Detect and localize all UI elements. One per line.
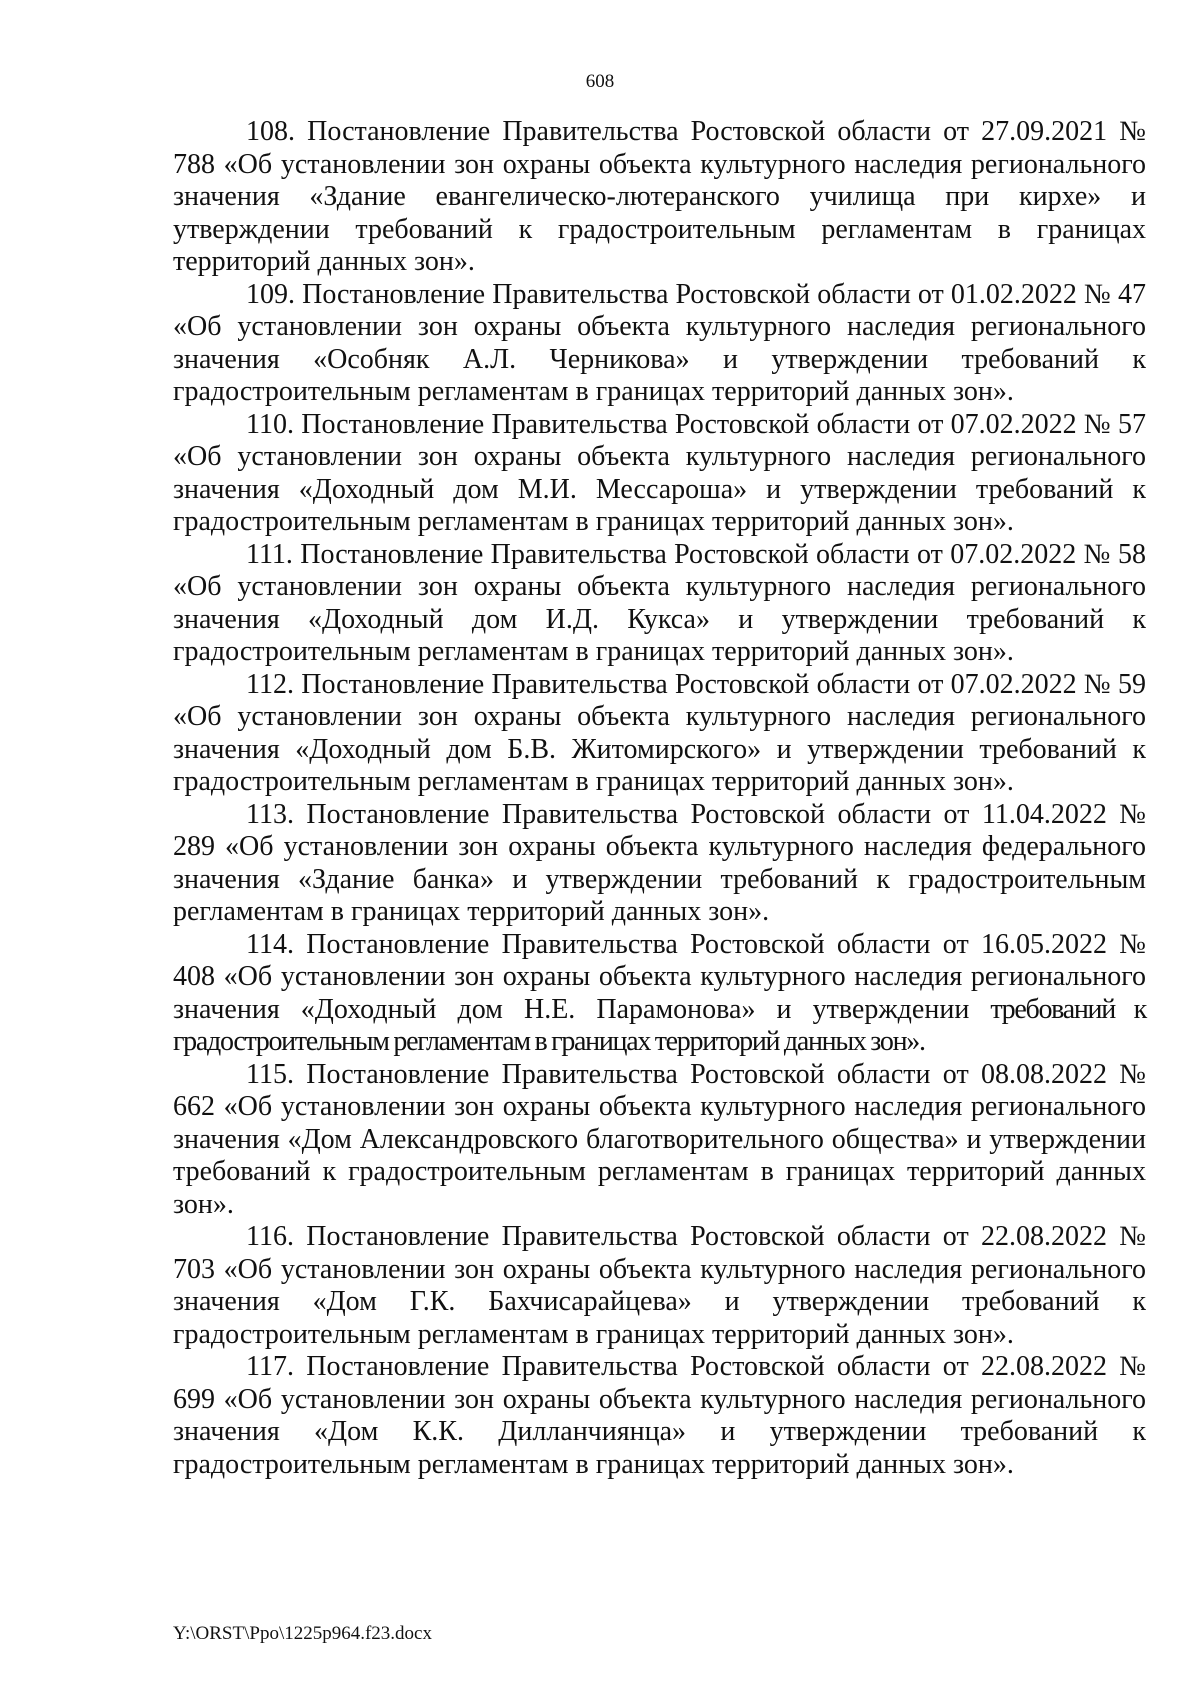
document-body xyxy=(173,116,1146,1481)
list-item xyxy=(173,409,1146,539)
item-text: Постановление Правительства Ростовской области от 07.02.2022 № 58 «Об установлении зон охраны объекта культурного наследия регионального значения «Доходный дом И.Д. Кукса» и утверждении требований к градостроительным регламентам в границах территорий данных зон». xyxy=(173,538,1146,667)
item-number: 110. xyxy=(246,408,294,440)
item-number: 109. xyxy=(246,278,295,310)
item-text: Постановление Правительства Ростовской области от 27.09.2021 № 788 «Об установлении зон охраны объекта культурного наследия регионального значения «Здание евангелическо-лютеранского училища при кирхе» и утверждении требований к градостроительным регламентам в границах территорий данных зон». xyxy=(173,116,1147,277)
item-number: 112. xyxy=(246,668,294,700)
item-text: Постановление Правительства Ростовской области от 22.08.2022 № 703 «Об установлении зон охраны объекта культурного наследия регионального значения «Дом Г.К. Бахчисарайцева» и утверждении требований к градостроительным регламентам в границах территорий данных зон». xyxy=(173,1221,1147,1350)
item-text: Постановление Правительства Ростовской области от 07.02.2022 № 59 «Об установлении зон охраны объекта культурного наследия регионального значения «Доходный дом Б.В. Житомирского» и утверждении требований к градостроительным регламентам в границах территорий данных зон». xyxy=(173,668,1147,797)
item-text: Постановление Правительства Ростовской области от 01.02.2022 № 47 «Об установлении зон охраны объекта культурного наследия регионального значения «Особняк А.Л. Черникова» и утверждении требований к градостроительным регламентам в границах территорий данных зон». xyxy=(173,278,1146,407)
item-number: 116. xyxy=(246,1221,294,1252)
item-number: 114. xyxy=(246,928,294,960)
item-number: 111. xyxy=(246,538,293,570)
item-text-condensed-line: требований к градостроительным регламентам в границах территорий данных зон». xyxy=(173,993,1146,1057)
list-item xyxy=(173,929,1146,1059)
item-text: Постановление Правительства Ростовской области от 22.08.2022 № 699 «Об установлении зон охраны объекта культурного наследия регионального значения «Дом К.К. Дилланчиянца» и утверждении требований к градостроительным регламентам в границах территорий данных зон». xyxy=(173,1351,1147,1480)
list-item xyxy=(173,669,1146,799)
item-number: 117. xyxy=(246,1351,294,1382)
item-text: Постановление Правительства Ростовской области от 16.05.2022 № 408 «Об установлении зон охраны объекта культурного наследия регионального значения «Доходный дом Н.Е. Парамонова» и утверждении xyxy=(173,928,1147,1025)
list-item xyxy=(173,799,1146,929)
list-item xyxy=(173,116,1146,279)
item-number: 115. xyxy=(246,1058,294,1090)
item-number: 108. xyxy=(246,116,295,147)
list-item xyxy=(173,1059,1146,1222)
item-text: Постановление Правительства Ростовской области от 08.08.2022 № 662 «Об установлении зон охраны объекта культурного наследия регионального значения «Дом Александровского благотворительного общества» и утверждении требований к градостроительным регламентам в границах территорий данных зон». xyxy=(173,1058,1147,1220)
list-item xyxy=(173,1221,1146,1351)
item-text: Постановление Правительства Ростовской области от 11.04.2022 № 289 «Об установлении зон охраны объекта культурного наследия федерального значения «Здание банка» и утверждении требований к градостроительным регламентам в границах территорий данных зон». xyxy=(173,798,1146,927)
list-item xyxy=(173,279,1146,409)
list-item xyxy=(173,539,1146,669)
item-number: 113. xyxy=(246,798,294,830)
page-number: 608 xyxy=(585,71,615,92)
footer-file-path: Y:\ORST\Ppo\1225p964.f23.docx xyxy=(173,1623,432,1644)
item-text: Постановление Правительства Ростовской области от 07.02.2022 № 57 «Об установлении зон охраны объекта культурного наследия регионального значения «Доходный дом М.И. Мессароша» и утверждении требований к градостроительным регламентам в границах территорий данных зон». xyxy=(173,408,1147,537)
list-item xyxy=(173,1351,1146,1481)
